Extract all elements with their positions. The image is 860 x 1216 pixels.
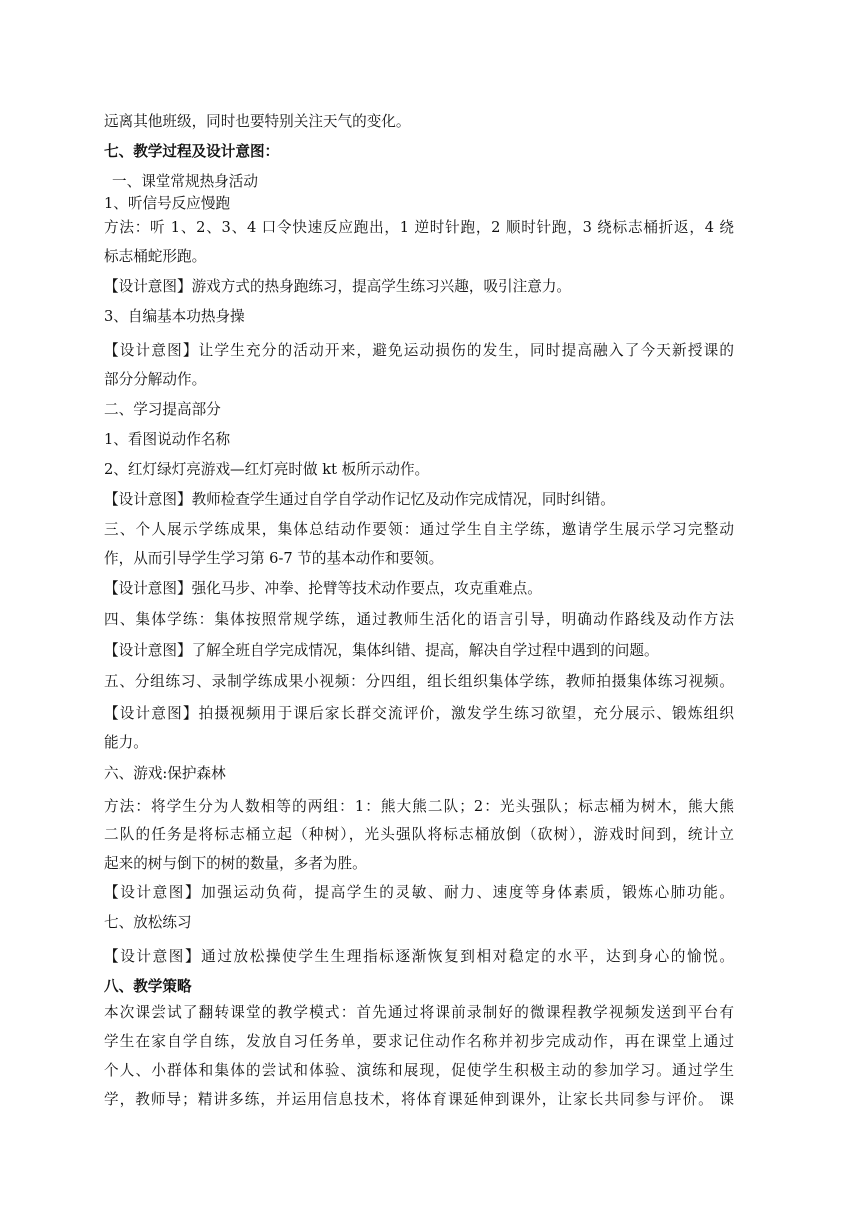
design-intent-line: 【设计意图】通过放松操使学生生理指标逐渐恢复到相对稳定的水平，达到身心的愉悦。 — [104, 948, 734, 965]
text-line: 能力。 — [104, 734, 148, 751]
item-heading: 3、自编基本功热身操 — [104, 308, 245, 325]
item-heading: 1、看图说动作名称 — [104, 431, 231, 448]
text-line: 起来的树与倒下的树的数量，多者为胜。 — [104, 855, 367, 872]
design-intent-line: 【设计意图】让学生充分的活动开来，避免运动损伤的发生，同时提高融入了今天新授课的 — [104, 342, 734, 359]
design-intent-line: 【设计意图】加强运动负荷，提高学生的灵敏、耐力、速度等身体素质，锻炼心肺功能。 — [104, 884, 734, 901]
subsection-heading: 一、课堂常规热身活动 — [112, 173, 258, 190]
subsection-heading: 七、放松练习 — [104, 914, 192, 931]
item-heading: 2、红灯绿灯亮游戏—红灯亮时做 kt 板所示动作。 — [104, 461, 430, 478]
text-line: 个人、小群体和集体的尝试和体验、演练和展现，促使学生积极主动的参加学习。通过学生 — [104, 1062, 734, 1079]
text-line: 方法：听 1、2、3、4 口令快速反应跑出，1 逆时针跑，2 顺时针跑，3 绕标志桶折返，4 绕 — [104, 219, 734, 236]
text-line: 本次课尝试了翻转课堂的教学模式：首先通过将课前录制好的微课程教学视频发送到平台有 — [104, 1004, 734, 1021]
text-line: 方法：将学生分为人数相等的两组：1：熊大熊二队；2：光头强队；标志桶为树木，熊大熊 — [104, 798, 734, 815]
item-heading: 1、听信号反应慢跑 — [104, 195, 231, 212]
text-line: 学，教师导；精讲多练，并运用信息技术，将体育课延伸到课外，让家长共同参与评价。 课 — [104, 1091, 734, 1108]
design-intent-line: 【设计意图】了解全班自学完成情况，集体纠错、提高，解决自学过程中遇到的问题。 — [104, 642, 659, 659]
design-intent-line: 【设计意图】拍摄视频用于课后家长群交流评价，激发学生练习欲望，充分展示、锻炼组织 — [104, 705, 734, 722]
text-line: 二队的任务是将标志桶立起（种树），光头强队将标志桶放倒（砍树），游戏时间到，统计立 — [104, 826, 734, 843]
text-line: 标志桶蛇形跑。 — [104, 248, 207, 265]
subsection-heading: 五、分组练习、录制学练成果小视频：分四组，组长组织集体学练，教师拍摄集体练习视频。 — [104, 673, 734, 690]
design-intent-line: 【设计意图】游戏方式的热身跑练习，提高学生练习兴趣，吸引注意力。 — [104, 278, 572, 295]
subsection-heading: 三、个人展示学练成果，集体总结动作要领：通过学生自主学练，邀请学生展示学习完整动 — [104, 521, 734, 538]
subsection-heading: 六、游戏:保护森林 — [104, 765, 226, 782]
text-line: 作，从而引导学生学习第 6-7 节的基本动作和要领。 — [104, 550, 444, 567]
section-heading: 七、教学过程及设计意图： — [104, 143, 280, 160]
text-line: 远离其他班级，同时也要特别关注天气的变化。 — [104, 113, 411, 130]
design-intent-line: 【设计意图】强化马步、冲拳、抡臂等技术动作要点，攻克重难点。 — [104, 580, 542, 597]
text-line: 学生在家自学自练，发放自习任务单，要求记住动作名称并初步完成动作，再在课堂上通过 — [104, 1033, 734, 1050]
subsection-heading: 二、学习提高部分 — [104, 401, 221, 418]
design-intent-line: 【设计意图】教师检查学生通过自学自学动作记忆及动作完成情况，同时纠错。 — [104, 491, 615, 508]
section-heading: 八、教学策略 — [104, 978, 192, 995]
subsection-heading: 四、集体学练：集体按照常规学练，通过教师生活化的语言引导，明确动作路线及动作方法 — [104, 611, 734, 628]
text-line: 部分分解动作。 — [104, 371, 207, 388]
